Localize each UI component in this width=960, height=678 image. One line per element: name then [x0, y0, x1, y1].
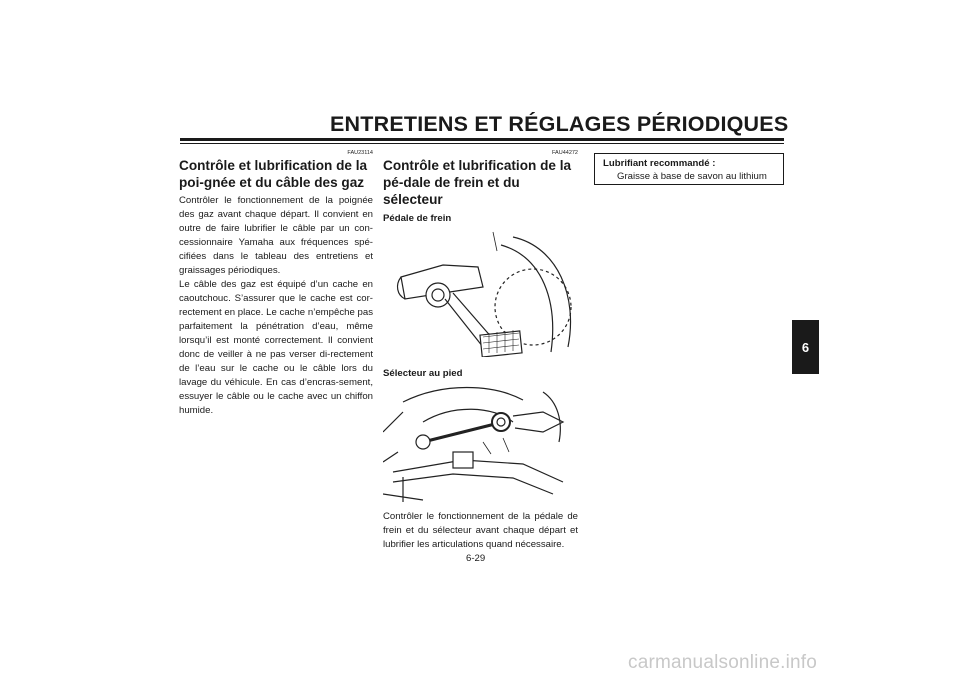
lubricant-value: Graisse à base de savon au lithium [617, 171, 767, 182]
subheading-brake-pedal: Pédale de frein [383, 213, 452, 224]
section-code: FAU44272 [552, 150, 578, 156]
paragraph: Le câble des gaz est équipé d’un cache en caoutchouc. S’assurer que le cache est cor-rectement en place. Le cache n’empêche pas parfaitement la pénétration d’eau, même lorsqu’il est monté correctement. Il convient donc de veiller à ne pas verser di-rectement de l’eau sur le cache ou le câble lors du lavage du véhicule. En cas d’encras-sement, essuyer le câble ou le cache avec un chiffon humide. [179, 279, 373, 416]
section-heading: Contrôle et lubrification de la poi-gnée et du câble des gaz [179, 158, 368, 190]
header-rule-thin [180, 143, 784, 144]
section-body [179, 194, 373, 418]
recommended-lubricant-box [594, 153, 784, 185]
lubricant-label: Lubrifiant recommandé : [603, 158, 716, 169]
left-column [179, 150, 373, 418]
shift-pedal-illustration [383, 382, 578, 504]
paragraph: Contrôler le fonctionnement de la pédale de frein et du sélecteur avant chaque départ et lubrifier les articulations quand nécessaire. [383, 511, 578, 550]
chapter-tab-label: 6 [801, 339, 810, 355]
paragraph: Contrôler le fonctionnement de la poignée des gaz avant chaque départ. Il convient en outre de faire lubrifier le câble par un con-cessionnaire Yamaha aux fréquences spé-cifiées dans le tableau des entretiens et graissages périodiques. [179, 195, 373, 276]
brake-pedal-illustration [383, 227, 578, 357]
page-header-title: ENTRETIENS ET RÉGLAGES PÉRIODIQUES [330, 112, 789, 136]
chapter-tab[interactable] [792, 320, 819, 374]
section-code: FAU23114 [347, 150, 373, 156]
subheading-shift-pedal: Sélecteur au pied [383, 368, 463, 379]
watermark: carmanualsonline.info [628, 652, 818, 673]
section-heading: Contrôle et lubrification de la pé-dale de frein et du sélecteur [383, 158, 572, 207]
section-body [383, 510, 578, 552]
middle-column [383, 150, 578, 552]
header-rule [180, 138, 784, 141]
page-number: 6-29 [466, 553, 486, 564]
